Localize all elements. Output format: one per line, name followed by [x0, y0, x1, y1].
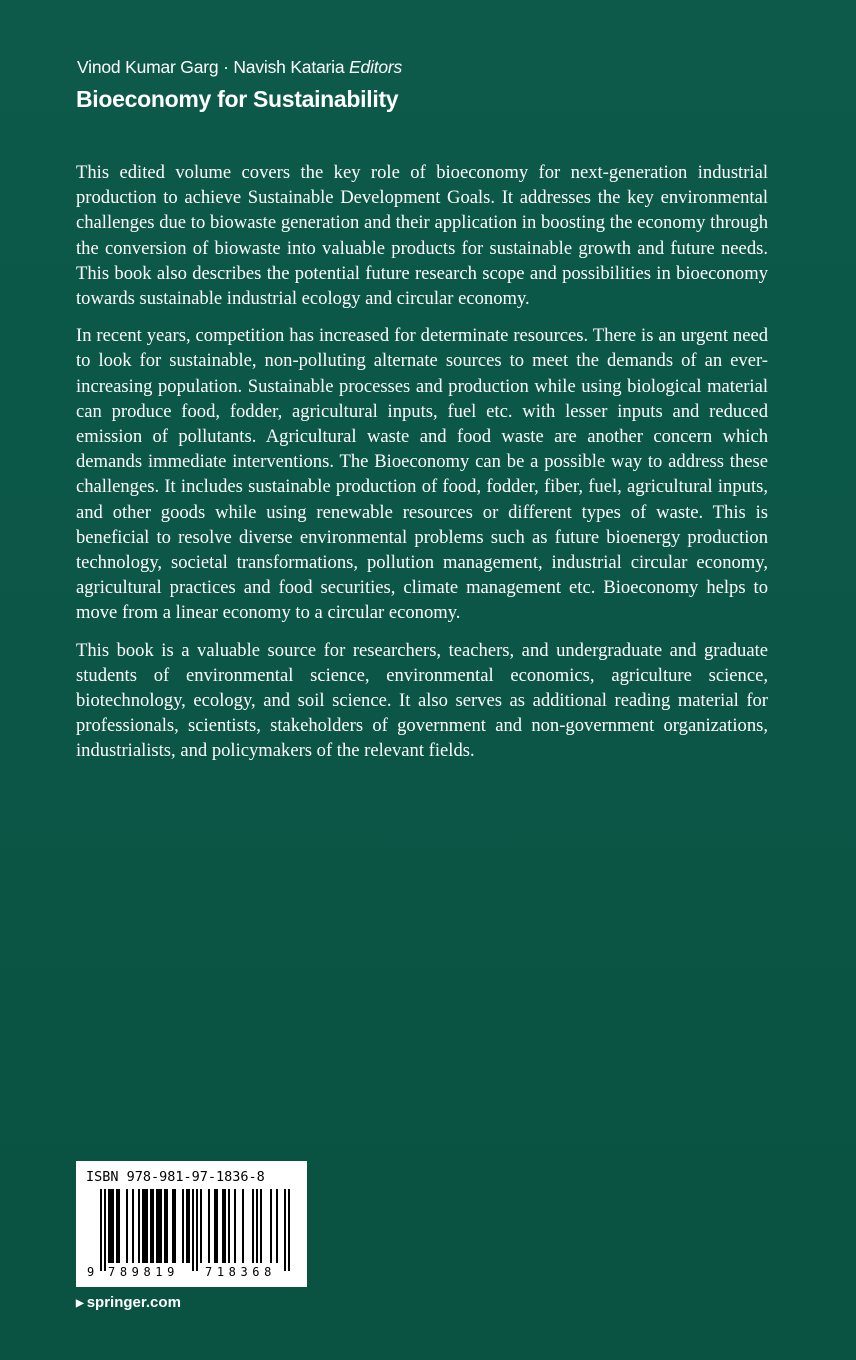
- barcode-bar: [260, 1189, 262, 1263]
- barcode-bar: [224, 1189, 226, 1263]
- barcode-bar: [242, 1189, 244, 1263]
- barcode-bar: [174, 1189, 176, 1263]
- barcode-bar: [116, 1189, 118, 1263]
- barcode-bar: [132, 1189, 134, 1263]
- editors-role: Editors: [349, 57, 403, 77]
- description-paragraph-2: In recent years, competition has increased for determinate resources. There is an urgent need to look for sustainable, non-polluting alternate sources to meet the demands of an ever-increasing population. Sustainable processes and production while using biological material can produce food, fodder, agricultural inputs, fuel etc. with lesser inputs and reduced emission of pollutants. Agricultural waste and food waste are another concern which demands immediate interventions. The Bioeconomy can be a possible way to address these challenges. It includes sustainable production of food, fodder, fiber, fuel, agricultural inputs, and other goods while using renewable resources or different types of waste. This is beneficial to resolve diverse environmental problems such as future bioenergy production technology, societal transformations, pollution management, industrial circular economy, agricultural practices and food securities, climate management etc. Bioeconomy helps to move from a linear economy to a circular economy.: [76, 325, 768, 624]
- barcode-bar: [196, 1189, 198, 1271]
- isbn-text: ISBN 978-981-97-1836-8: [86, 1169, 265, 1185]
- barcode-bar: [158, 1189, 160, 1263]
- barcode-bar: [222, 1189, 224, 1263]
- editors-names: Vinod Kumar Garg · Navish Kataria: [77, 57, 345, 77]
- barcode-bar: [138, 1189, 140, 1263]
- barcode-bar: [160, 1189, 162, 1263]
- barcode-bar: [126, 1189, 128, 1263]
- barcode-bar: [208, 1189, 210, 1263]
- barcode-bar: [188, 1189, 190, 1263]
- barcode-bar: [110, 1189, 112, 1263]
- barcode-bar: [166, 1189, 168, 1263]
- barcode-bar: [118, 1189, 120, 1263]
- barcode-bar: [276, 1189, 278, 1263]
- barcode-bar: [288, 1189, 290, 1271]
- barcode-bar: [256, 1189, 258, 1263]
- barcode-bar: [104, 1189, 106, 1271]
- barcode-bar: [252, 1189, 254, 1263]
- book-title: Bioeconomy for Sustainability: [76, 86, 399, 112]
- barcode-first-digit: 9: [87, 1265, 95, 1279]
- barcode-bar: [152, 1189, 154, 1263]
- barcode-bar: [192, 1189, 194, 1271]
- barcode-bar: [182, 1189, 184, 1263]
- barcode-bar: [150, 1189, 152, 1263]
- barcode-bar: [164, 1189, 166, 1263]
- editors-line: [77, 57, 402, 78]
- barcode-bar: [142, 1189, 144, 1263]
- barcode-bar: [144, 1189, 146, 1263]
- barcode-bar: [200, 1189, 202, 1263]
- barcode-bar: [214, 1189, 216, 1263]
- barcode-bar: [146, 1189, 148, 1263]
- barcode-bar: [100, 1189, 102, 1271]
- barcode-bar: [228, 1189, 230, 1263]
- publisher-link[interactable]: [76, 1294, 181, 1311]
- barcode-bar: [172, 1189, 174, 1263]
- book-description: [76, 160, 768, 776]
- barcode-bar: [112, 1189, 114, 1263]
- barcode-bar: [216, 1189, 218, 1263]
- isbn-barcode: [76, 1161, 307, 1287]
- barcode-bar: [156, 1189, 158, 1263]
- publisher-url: springer.com: [86, 1294, 181, 1311]
- description-paragraph-3: This book is a valuable source for researchers, teachers, and undergraduate and graduate students of environmental science, environmental economics, agriculture science, biotechnology, ecology, and soil science. It also serves as additional reading material for professionals, scientists, stakeholders of government and non-government organizations, industrialists, and policymakers of the relevant fields.: [76, 639, 768, 762]
- barcode-bar: [284, 1189, 286, 1271]
- barcode-right-digits: 718368: [205, 1265, 276, 1279]
- barcode-bar: [186, 1189, 188, 1263]
- description-paragraph-1: This edited volume covers the key role of bioeconomy for next-generation industrial production to achieve Sustainable Development Goals. It addresses the key environmental challenges due to biowaste generation and their application in boosting the economy through the conversion of biowaste into valuable products for sustainable growth and future needs. This book also describes the potential future research scope and possibilities in bioeconomy towards sustainable industrial ecology and circular economy.: [76, 162, 768, 310]
- play-arrow-icon: ▶: [76, 1298, 84, 1309]
- barcode-left-digits: 789819: [108, 1265, 179, 1279]
- barcode-bar: [234, 1189, 236, 1263]
- barcode-bar: [108, 1189, 110, 1263]
- barcode-bar: [270, 1189, 272, 1263]
